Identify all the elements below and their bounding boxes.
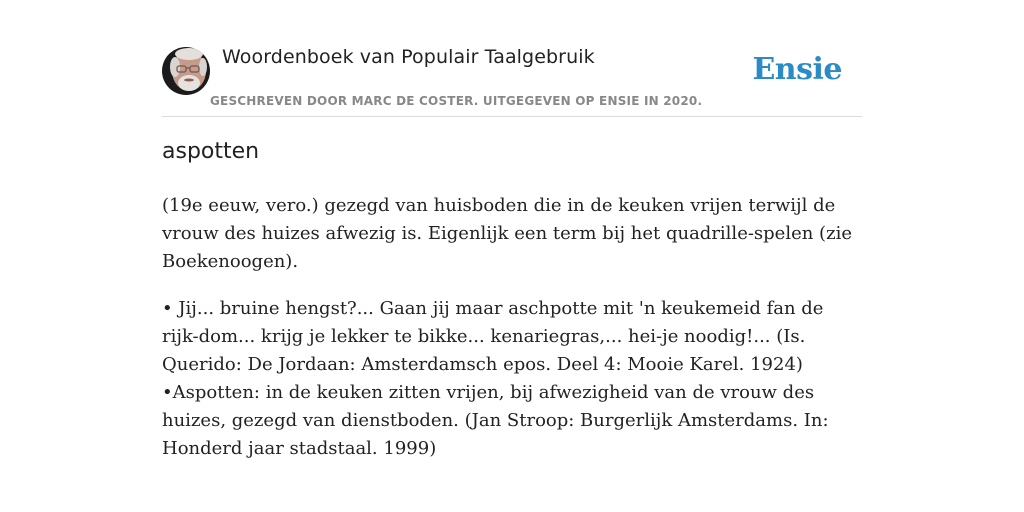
ensie-logo[interactable]: Ensie <box>752 52 842 87</box>
byline: GESCHREVEN DOOR MARC DE COSTER. UITGEGEVEN OP ENSIE IN 2020. <box>210 94 703 108</box>
quote-stroop: •Aspotten: in de keuken zitten vrijen, bij afwezigheid van de vrouw des huizes, gezegd van dienstboden. (Jan Stroop: Burgerlijk Amsterdams. In: Honderd jaar stadstaal. 1999) <box>162 382 829 459</box>
header <box>162 44 862 117</box>
avatar-image <box>162 47 210 95</box>
entry-quotes <box>162 295 862 463</box>
book-title[interactable]: Woordenboek van Populair Taalgebruik <box>222 46 595 68</box>
entry-body <box>162 192 862 482</box>
author-avatar[interactable] <box>162 47 210 95</box>
quote-querido: • Jij... bruine hengst?... Gaan jij maar aschpotte mit 'n keukemeid fan de rijk-dom... krijg je lekker te bikke... kenariegras,... hei-je noodig!... (Is. Querido: De Jordaan: Amsterdamsch epos. Deel 4: Mooie Karel. 1924) <box>162 298 824 375</box>
entry-title: aspotten <box>162 139 260 164</box>
entry-definition: (19e eeuw, vero.) gezegd van huisboden die in de keuken vrijen terwijl de vrouw des huizes afwezig is. Eigenlijk een term bij het quadrille-spelen (zie Boekenoogen). <box>162 195 852 272</box>
